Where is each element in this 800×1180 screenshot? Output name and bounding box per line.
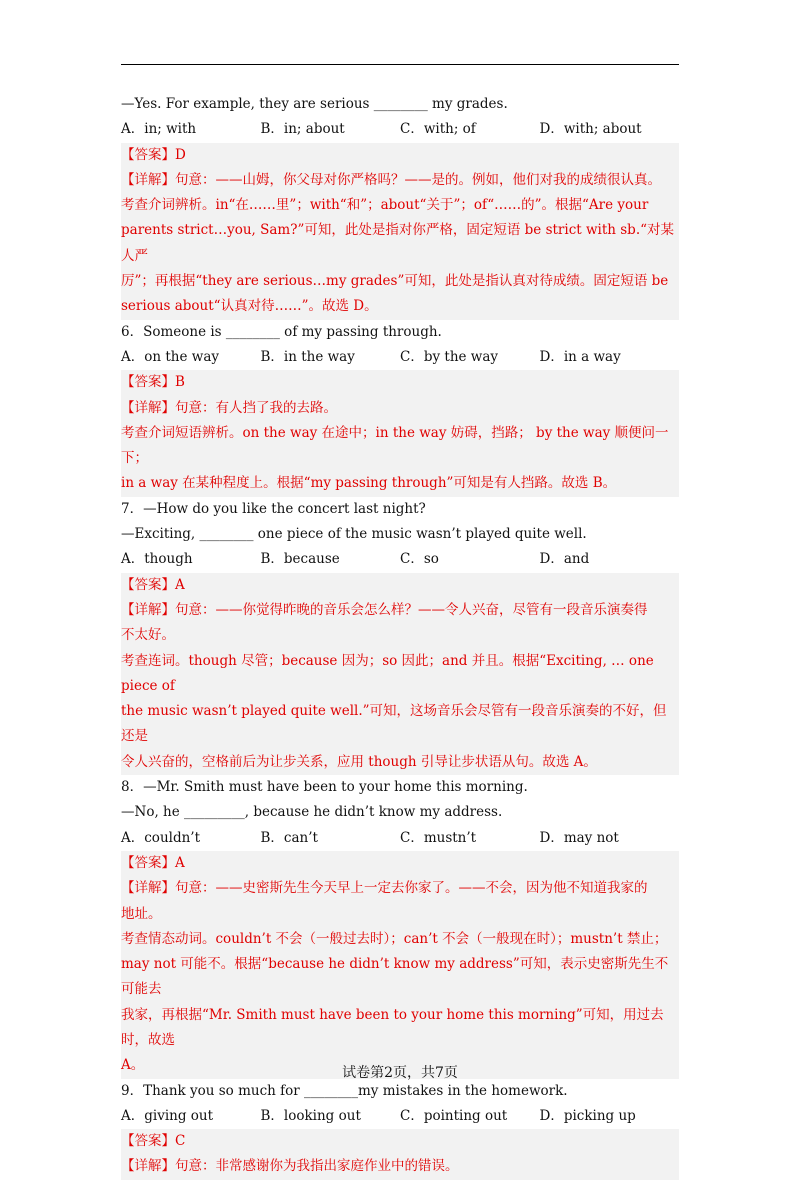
option-a: A．couldn’t [121, 829, 201, 846]
option-b: B．in; about [260, 121, 345, 138]
option-a: A．giving out [121, 1107, 214, 1124]
detail-line: parents strict…you, Sam?”可知，此处是指对你严格，固定短语 be strict with sb.“对某人严 [121, 222, 675, 264]
option-c: C．by the way [400, 348, 499, 365]
detail-line: 地址。 [121, 905, 162, 922]
page-content [121, 92, 679, 1180]
option-b: B．can’t [260, 829, 318, 846]
question-7-stem-reply: —Exciting, ________ one piece of the music wasn’t played quite well. [121, 526, 587, 543]
question-7-options [121, 547, 679, 572]
question-5-stem: —Yes. For example, they are serious ________ my grades. [121, 96, 508, 112]
detail-line: 【详解】句意：——山姆，你父母对你严格吗？——是的。例如，他们对我的成绩很认真。 [121, 171, 661, 188]
detail-line: 【详解】句意：——你觉得昨晚的音乐会怎么样？——令人兴奋，尽管有一段音乐演奏得 [121, 601, 648, 618]
option-d: D．with; about [539, 121, 642, 138]
option-c: C．pointing out [400, 1107, 508, 1124]
detail-line: 我家，再根据“Mr. Smith must have been to your home this morning”可知，用过去时，故选 [121, 1006, 664, 1048]
detail-line: 考查情态动词。couldn’t 不会（一般过去时）；can’t 不会（一般现在时）；mustn’t 禁止； [121, 930, 668, 947]
header-rule [121, 64, 679, 65]
option-a: A．in; with [121, 121, 197, 138]
answer-box-6 [121, 370, 679, 496]
question-9-options [121, 1104, 679, 1129]
option-b: B．looking out [260, 1107, 361, 1124]
question-8-stem: 8．—Mr. Smith must have been to your home this morning. [121, 779, 528, 796]
detail-line: serious about“认真对待……”。故选 D。 [121, 298, 378, 315]
option-c: C．so [400, 551, 439, 568]
detail-line: A。 [121, 1057, 145, 1074]
question-6-stem: 6．Someone is ________ of my passing through. [121, 323, 442, 340]
answer-box-7 [121, 573, 679, 775]
answer-box-8 [121, 851, 679, 1079]
question-8-stem-reply: —No, he _________, because he didn’t know my address. [121, 804, 503, 821]
option-a: A．though [121, 551, 193, 568]
detail-line: 不太好。 [121, 627, 175, 644]
detail-line: 【详解】句意：有人挡了我的去路。 [121, 399, 337, 416]
answer-label: 【答案】A [121, 576, 185, 593]
question-6-options [121, 345, 679, 370]
question-7-stem: 7．—How do you like the concert last night? [121, 500, 426, 517]
question-8-options [121, 826, 679, 851]
option-d: D．in a way [539, 348, 621, 365]
option-a: A．on the way [121, 348, 219, 365]
option-c: C．with; of [400, 121, 476, 138]
detail-line: 【详解】句意：——史密斯先生今天早上一定去你家了。——不会，因为他不知道我家的 [121, 880, 648, 897]
question-9-stem: 9．Thank you so much for ________my mistakes in the homework. [121, 1082, 568, 1099]
answer-label: 【答案】D [121, 146, 186, 163]
detail-line: the music wasn’t played quite well.”可知，这场音乐会尽管有一段音乐演奏的不好，但还是 [121, 703, 667, 745]
answer-box-5 [121, 143, 679, 320]
option-d: D．and [539, 551, 590, 568]
answer-label: 【答案】B [121, 374, 185, 391]
option-c: C．mustn’t [400, 829, 477, 846]
detail-line: 厉”；再根据“they are serious…my grades”可知，此处是指认真对待成绩。固定短语 be [121, 273, 669, 290]
option-b: B．in the way [260, 348, 355, 365]
answer-box-9 [121, 1129, 679, 1180]
detail-line: may not 可能不。根据“because he didn’t know my address”可知，表示史密斯先生不可能去 [121, 956, 669, 998]
option-d: D．may not [539, 829, 619, 846]
detail-line: in a way 在某种程度上。根据“my passing through”可知是有人挡路。故选 B。 [121, 475, 617, 492]
answer-label: 【答案】C [121, 1133, 186, 1150]
detail-line: 【详解】句意：非常感谢你为我指出家庭作业中的错误。 [121, 1158, 459, 1175]
page-footer: 试卷第2页，共7页 [342, 1065, 458, 1081]
answer-label: 【答案】A [121, 854, 185, 871]
detail-line: 考查连词。though 尽管；because 因为；so 因此；and 并且。根据“Exciting, … one piece of [121, 652, 654, 694]
detail-line: 考查介词短语辨析。on the way 在途中；in the way 妨碍，挡路； by the way 顺便问一下； [121, 424, 669, 467]
option-b: B．because [260, 551, 340, 568]
detail-line: 考查介词辨析。in“在……里”；with“和”；about“关于”；of“……的”。根据“Are your [121, 197, 649, 214]
question-5-options [121, 117, 679, 142]
detail-line: 令人兴奋的，空格前后为让步关系，应用 though 引导让步状语从句。故选 A。 [121, 753, 597, 770]
option-d: D．picking up [539, 1107, 636, 1124]
